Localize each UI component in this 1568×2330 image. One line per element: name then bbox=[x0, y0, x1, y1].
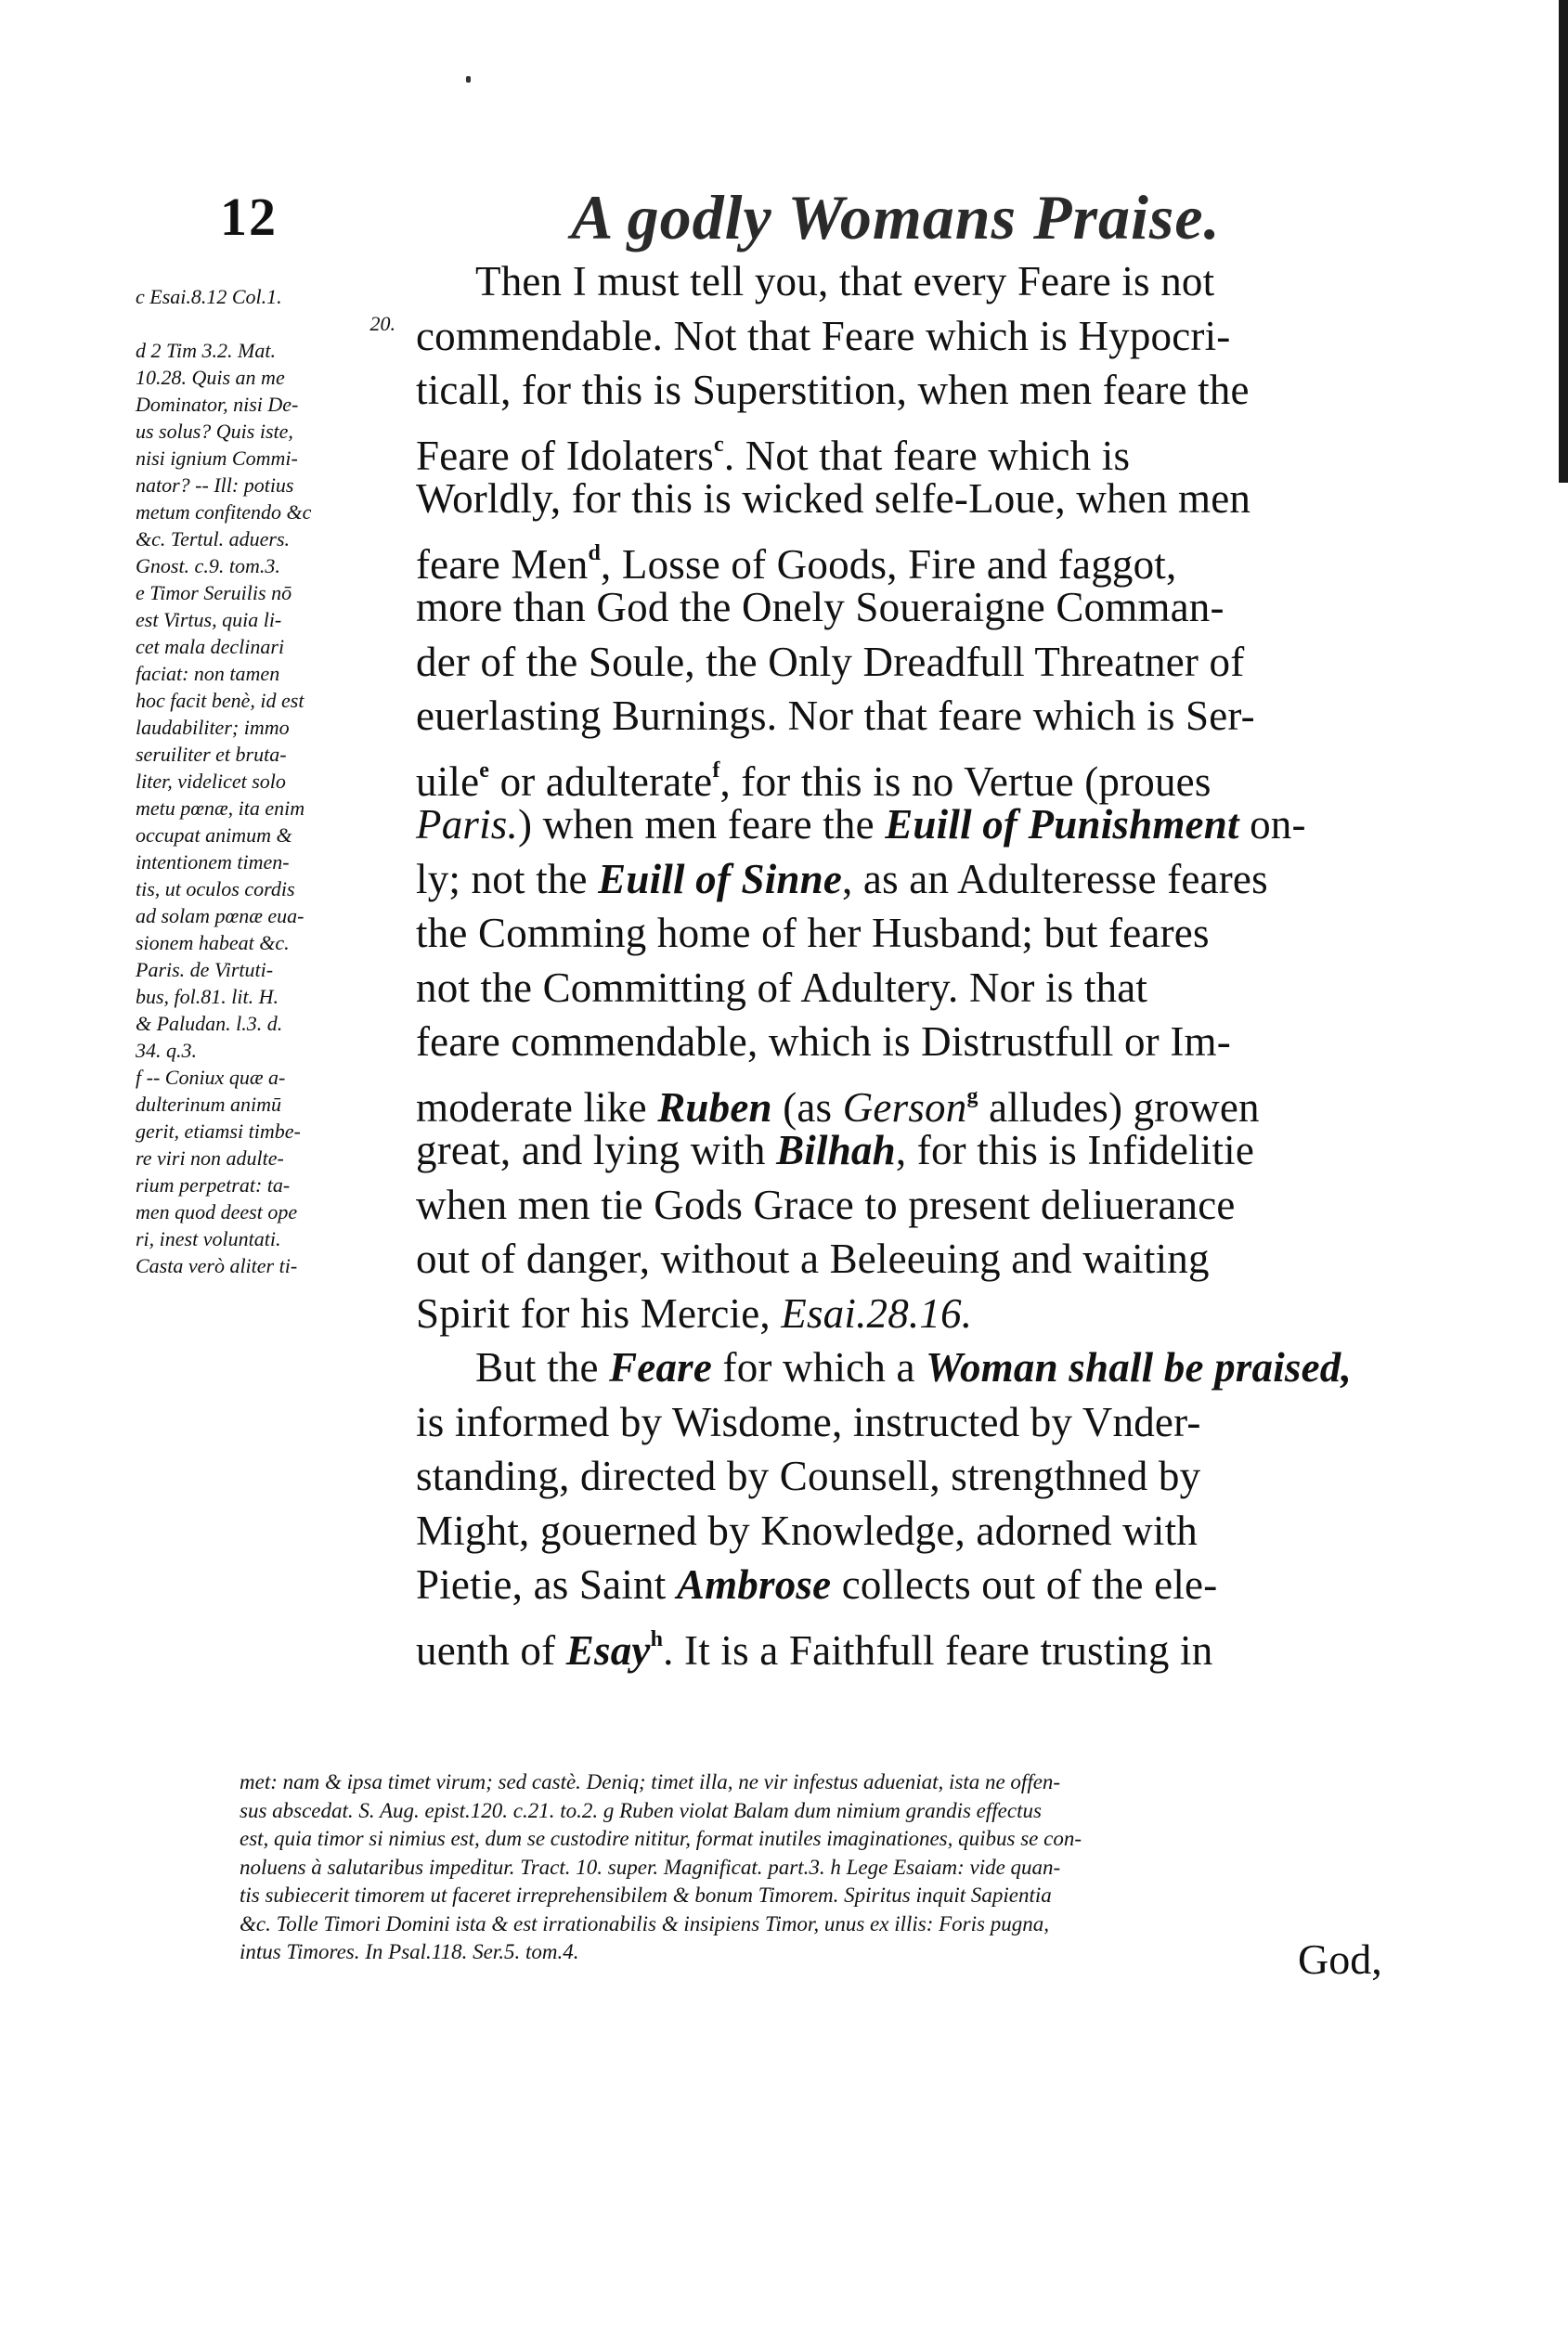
margin-note-line: Casta verò aliter ti- bbox=[136, 1254, 298, 1277]
margin-note-line: c Esai.8.12 Col.1. bbox=[136, 285, 282, 308]
main-text-line bbox=[416, 1504, 1419, 1559]
text-run: alludes) growen bbox=[978, 1083, 1260, 1131]
text-run: der of the Soule, the Only Dreadfull Threatner of bbox=[416, 638, 1245, 685]
text-run: Spirit for his Mercie, bbox=[416, 1289, 782, 1337]
text-run: But the bbox=[475, 1344, 610, 1391]
text-run: or adulterate bbox=[489, 757, 713, 805]
footnote-line: intus Timores. In Psal.118. Ser.5. tom.4. bbox=[240, 1940, 579, 1963]
footnote-marker: e bbox=[479, 757, 490, 783]
text-run: feare commendable, which is Distrustfull or Im- bbox=[416, 1018, 1231, 1065]
margin-note-line: 10.28. Quis an me bbox=[136, 366, 285, 389]
emphasis-run: Euill of Sinne bbox=[598, 855, 843, 902]
main-text-line bbox=[416, 1015, 1419, 1069]
text-run: , for this is no Vertue (proues bbox=[719, 757, 1212, 805]
margin-note-line: dulterinum animū bbox=[136, 1093, 282, 1116]
text-run: great, and lying with bbox=[416, 1127, 777, 1173]
text-run: on- bbox=[1238, 801, 1306, 848]
main-text-line bbox=[416, 1232, 1419, 1287]
margin-note-line: d 2 Tim 3.2. Mat. bbox=[136, 339, 276, 362]
text-run: feare Men bbox=[416, 540, 589, 588]
running-title: A godly Womans Praise. bbox=[571, 182, 1221, 252]
emphasis-run: Euill of Punishment bbox=[885, 801, 1239, 848]
margin-note-line: occupat animum & bbox=[136, 823, 292, 847]
main-text-line bbox=[416, 363, 1419, 418]
text-run: . Not that feare which is bbox=[723, 432, 1131, 479]
text-run: standing, directed by Counsell, strengthned by bbox=[416, 1453, 1201, 1499]
main-text-line bbox=[416, 254, 1419, 309]
ink-speck bbox=[466, 76, 471, 83]
main-text-line bbox=[416, 1123, 1419, 1178]
text-run: . It is a Faithfull feare trusting in bbox=[663, 1626, 1213, 1674]
margin-note-line: intentionem timen- bbox=[136, 850, 290, 874]
emphasis-run: Bilhah bbox=[776, 1127, 896, 1173]
text-run: out of danger, without a Beleeuing and waiting bbox=[416, 1236, 1210, 1282]
main-text-line bbox=[416, 1178, 1419, 1233]
margin-note-line: Gnost. c.9. tom.3. bbox=[136, 554, 280, 577]
margin-note-line: Paris. de Virtuti- bbox=[136, 958, 274, 981]
margin-note-line: & Paludan. l.3. d. bbox=[136, 1012, 283, 1035]
text-run: more than God the Onely Soueraigne Comman- bbox=[416, 584, 1225, 630]
emphasis-run: Feare bbox=[609, 1344, 713, 1391]
italic-run: Gerson bbox=[842, 1083, 967, 1131]
footnote-marker: h bbox=[650, 1626, 664, 1651]
margin-note-line: laudabiliter; immo bbox=[136, 716, 290, 739]
main-text-line bbox=[416, 309, 1419, 364]
text-run: , as an Adulteresse feares bbox=[842, 855, 1268, 902]
margin-note-line: faciat: non tamen bbox=[136, 662, 280, 685]
footnote-line: met: nam & ipsa timet virum; sed castè. Deniq; timet illa, ne vir infestus adueniat, ista ne offen- bbox=[240, 1770, 1061, 1793]
footnote-line: sus abscedat. S. Aug. epist.120. c.21. to.2. g Ruben violat Balam dum nimium grandis effectus bbox=[240, 1798, 1042, 1822]
text-run: the Comming home of her Husband; but feares bbox=[416, 910, 1210, 956]
margin-note-line: est Virtus, quia li- bbox=[136, 608, 282, 631]
text-run: Pietie, as Saint bbox=[416, 1561, 677, 1608]
main-text-line bbox=[416, 689, 1419, 744]
margin-note-line: 20. bbox=[369, 312, 395, 335]
margin-note-line: f -- Coniux quæ a- bbox=[136, 1066, 286, 1089]
margin-note-line: &c. Tertul. aduers. bbox=[136, 527, 291, 550]
page-number: 12 bbox=[220, 187, 278, 247]
text-run: uile bbox=[416, 757, 480, 805]
margin-note-line: nisi ignium Commi- bbox=[136, 447, 298, 470]
margin-notes bbox=[136, 283, 403, 1279]
footnote-marker: d bbox=[588, 540, 601, 565]
main-text-line bbox=[416, 906, 1419, 961]
main-text-line bbox=[416, 1340, 1419, 1395]
text-run: moderate like bbox=[416, 1083, 658, 1131]
margin-note-line: hoc facit benè, id est bbox=[136, 689, 305, 712]
margin-note-line: ri, inest voluntati. bbox=[136, 1227, 281, 1250]
text-run: ) when men feare the bbox=[517, 801, 886, 848]
margin-note-line: 34. q.3. bbox=[136, 1039, 197, 1062]
page-edge-shadow bbox=[1512, 0, 1568, 483]
text-run: euerlasting Burnings. Nor that feare which is Ser- bbox=[416, 693, 1255, 739]
main-text-line bbox=[416, 744, 1419, 805]
footnote-marker: c bbox=[713, 432, 724, 457]
catchword: God, bbox=[1298, 1935, 1382, 1983]
margin-note-line: e Timor Seruilis nō bbox=[136, 581, 292, 604]
main-text-line bbox=[416, 1287, 1419, 1341]
main-text-line bbox=[416, 797, 1419, 852]
text-run: when men tie Gods Grace to present deliuerance bbox=[416, 1181, 1236, 1228]
main-text-line bbox=[416, 1395, 1419, 1450]
main-text-block bbox=[416, 254, 1419, 1674]
text-run: , for this is Infidelitie bbox=[895, 1127, 1255, 1173]
text-run: for which a bbox=[712, 1344, 927, 1391]
main-text-line bbox=[416, 852, 1419, 907]
main-text-line bbox=[416, 580, 1419, 635]
margin-note-line: metu pœnæ, ita enim bbox=[136, 796, 305, 820]
text-run: Then I must tell you, that every Feare is not bbox=[475, 258, 1215, 304]
footnote-line: est, quia timor si nimius est, dum se custodire nititur, format inutiles imaginationes, quibus se con- bbox=[240, 1827, 1082, 1850]
text-run: Might, gouerned by Knowledge, adorned with bbox=[416, 1507, 1198, 1554]
italic-run: Paris. bbox=[416, 801, 518, 848]
margin-note-line: Dominator, nisi De- bbox=[136, 393, 299, 416]
margin-note-line: nator? -- Ill: potius bbox=[136, 473, 294, 497]
margin-note-line: rium perpetrat: ta- bbox=[136, 1173, 291, 1197]
emphasis-run: Esay bbox=[565, 1626, 651, 1674]
emphasis-run: Ruben bbox=[657, 1083, 772, 1131]
emphasis-run: Woman shall be praised, bbox=[926, 1344, 1352, 1391]
text-run: (as bbox=[771, 1083, 843, 1131]
main-text-line bbox=[416, 1449, 1419, 1504]
footnote-marker: f bbox=[712, 757, 720, 783]
emphasis-run: Ambrose bbox=[676, 1561, 832, 1608]
margin-note-line: ad solam pœnæ eua- bbox=[136, 904, 305, 927]
footnote-marker: g bbox=[966, 1083, 978, 1108]
footnotes-block bbox=[240, 1768, 1419, 1967]
margin-note-line: liter, videlicet solo bbox=[136, 770, 286, 793]
margin-note-line: sionem habeat &c. bbox=[136, 931, 290, 954]
main-text-line bbox=[416, 1612, 1419, 1674]
margin-note-line: men quod deest ope bbox=[136, 1200, 298, 1223]
text-run: uenth of bbox=[416, 1626, 566, 1674]
text-run: not the Committing of Adultery. Nor is that bbox=[416, 964, 1148, 1011]
italic-run: Esai.28.16. bbox=[781, 1289, 973, 1337]
main-text-line bbox=[416, 1069, 1419, 1131]
main-text-line bbox=[416, 1558, 1419, 1612]
text-run: Worldly, for this is wicked selfe-Loue, when men bbox=[416, 475, 1251, 522]
footnote-line: tis subiecerit timorem ut faceret irreprehensibilem & bonum Timorem. Spiritus inquit Sapientia bbox=[240, 1883, 1052, 1907]
text-run: , Losse of Goods, Fire and faggot, bbox=[601, 540, 1177, 588]
main-text-line bbox=[416, 961, 1419, 1016]
main-text-line bbox=[416, 635, 1419, 690]
main-text-line bbox=[416, 418, 1419, 479]
main-text-line bbox=[416, 472, 1419, 526]
margin-note-line: tis, ut oculos cordis bbox=[136, 877, 295, 900]
text-run: ly; not the bbox=[416, 855, 599, 902]
margin-note-line: metum confitendo &c bbox=[136, 500, 312, 524]
margin-note-line: us solus? Quis iste, bbox=[136, 420, 293, 443]
margin-note-line: bus, fol.81. lit. H. bbox=[136, 985, 279, 1008]
text-run: is informed by Wisdome, instructed by Vnder- bbox=[416, 1398, 1201, 1445]
margin-note-line: gerit, etiamsi timbe- bbox=[136, 1120, 301, 1143]
margin-note-line: seruiliter et bruta- bbox=[136, 743, 287, 766]
main-text-line bbox=[416, 526, 1419, 588]
margin-note-line: re viri non adulte- bbox=[136, 1146, 284, 1170]
footnote-line: &c. Tolle Timori Domini ista & est irrationabilis & insipiens Timor, unus ex illis: Foris pugna, bbox=[240, 1911, 1049, 1935]
text-run: collects out of the ele- bbox=[831, 1561, 1218, 1608]
margin-note-line: cet mala declinari bbox=[136, 635, 285, 658]
footnote-line: noluens à salutaribus impeditur. Tract. 10. super. Magnificat. part.3. h Lege Esaiam: vide quan- bbox=[240, 1855, 1061, 1879]
text-run: commendable. Not that Feare which is Hypocri- bbox=[416, 312, 1231, 359]
text-run: Feare of Idolaters bbox=[416, 432, 714, 479]
text-run: ticall, for this is Superstition, when men feare the bbox=[416, 367, 1250, 413]
